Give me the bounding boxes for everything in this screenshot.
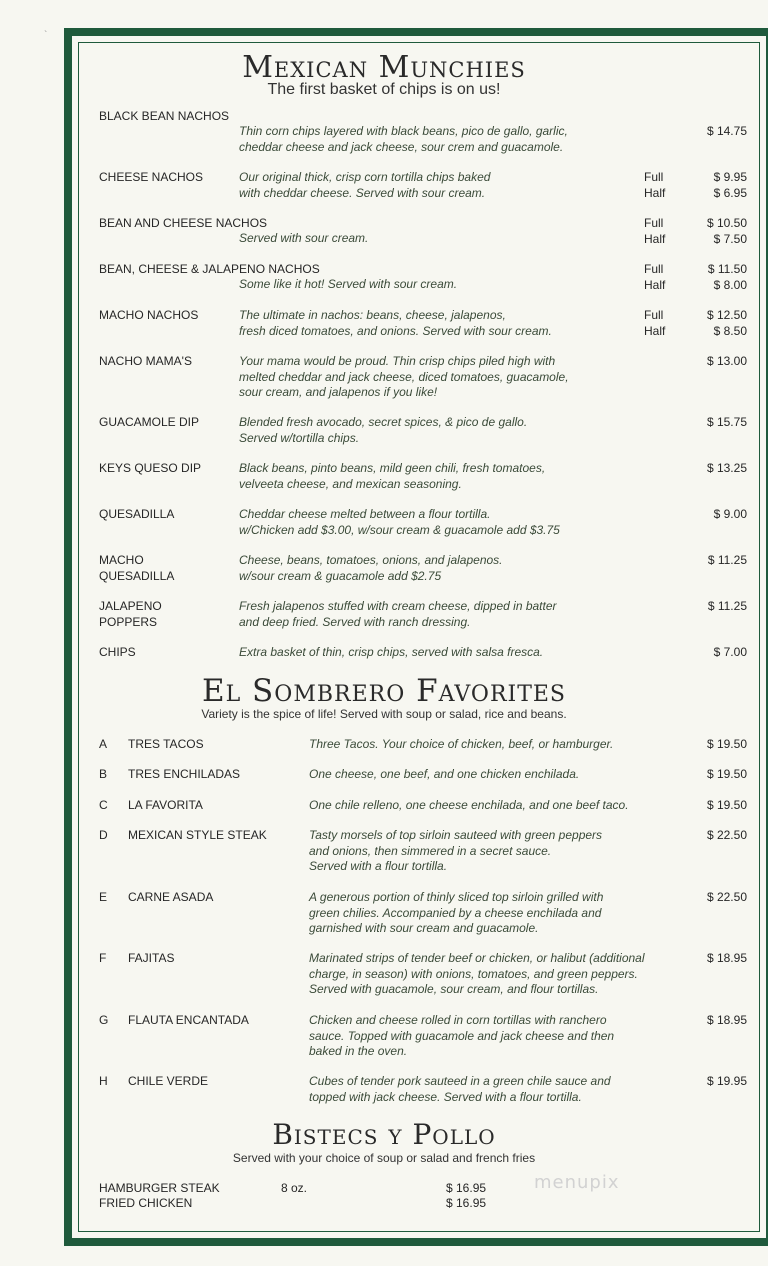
item-description: One cheese, one beef, and one chicken enchilada. [309, 767, 580, 781]
item-price-half: $ 8.50 [713, 324, 747, 338]
watermark-logo: menupix [534, 1172, 620, 1193]
item-name: FRIED CHICKEN [99, 1196, 193, 1210]
item-name: BEAN, CHEESE & JALAPENO NACHOS [99, 262, 320, 276]
portion-half: Half [644, 278, 666, 292]
item-name: CHEESE NACHOS [99, 170, 204, 184]
portion-full: Full [644, 216, 664, 230]
item-price: $ 7.00 [713, 645, 747, 659]
item-price-full: $ 9.95 [713, 170, 747, 184]
item-price-half: $ 6.95 [713, 186, 747, 200]
item-price: $ 18.95 [706, 1013, 747, 1027]
item-name: MEXICAN STYLE STEAK [128, 828, 267, 842]
item-name: MACHO QUESADILLA [99, 553, 175, 583]
item-name: FAJITAS [128, 951, 175, 965]
item-price: $ 16.95 [446, 1196, 487, 1210]
item-description: Cheese, beans, tomatoes, onions, and jalapenos. w/sour cream & guacamole add $2.75 [239, 553, 503, 583]
item-letter: G [99, 1013, 109, 1027]
item-name: CARNE ASADA [128, 890, 214, 904]
bistecs-title: Bistecs y Pollo [272, 1118, 496, 1151]
item-name: NACHO MAMA'S [99, 354, 192, 368]
item-name: FLAUTA ENCANTADA [128, 1013, 249, 1027]
item-price: $ 14.75 [706, 124, 747, 138]
item-letter: H [99, 1074, 108, 1088]
favorites-title: El Sombrero Favorites [201, 673, 567, 709]
portion-half: Half [644, 186, 666, 200]
item-name: CHIPS [99, 645, 136, 659]
item-price-full: $ 11.50 [707, 262, 747, 276]
portion-full: Full [644, 262, 664, 276]
portion-full: Full [644, 170, 664, 184]
item-description: One chile relleno, one cheese enchilada, and one beef taco. [309, 798, 629, 812]
item-description: Thin corn chips layered with black beans, pico de gallo, garlic, cheddar cheese and jack cheese, sour crem and guacamole. [239, 124, 568, 154]
portion-full: Full [644, 308, 664, 322]
item-name: BEAN AND CHEESE NACHOS [99, 216, 268, 230]
favorites-subtitle: Variety is the spice of life! Served with soup or salad, rice and beans. [201, 707, 567, 721]
item-price: $ 19.50 [706, 798, 747, 812]
corner-mark: ` [44, 30, 48, 41]
item-description: A generous portion of thinly sliced top sirloin grilled with green chilies. Accompanied by a cheese enchilada and garnished with sour cream and guacamole. [309, 890, 604, 935]
item-price: $ 9.00 [713, 507, 747, 521]
item-letter: D [99, 828, 108, 842]
item-description: Cubes of tender pork sauteed in a green chile sauce and topped with jack cheese. Served with a flour tortilla. [309, 1074, 611, 1104]
item-name: TRES ENCHILADAS [128, 767, 241, 781]
item-letter: F [99, 951, 107, 965]
item-price: $ 11.25 [707, 553, 747, 567]
item-price: $ 15.75 [706, 415, 747, 429]
item-description: Marinated strips of tender beef or chicken, or halibut (additional charge, in season) with onions, tomatoes, and green peppers. Served with guacamole, sour cream, and flour tortillas. [309, 951, 645, 996]
item-description: Cheddar cheese melted between a flour tortilla. w/Chicken add $3.00, w/sour cream & guacamole add $3.75 [239, 507, 560, 537]
item-name: LA FAVORITA [128, 798, 203, 812]
item-letter: A [99, 737, 108, 751]
item-price: $ 16.95 [446, 1181, 487, 1195]
item-price: $ 11.25 [707, 599, 747, 613]
item-description: Blended fresh avocado, secret spices, & pico de gallo. Served w/tortilla chips. [239, 415, 528, 445]
item-name: QUESADILLA [99, 507, 175, 521]
munchies-title: Mexican Munchies [242, 50, 526, 85]
item-size: 8 oz. [281, 1181, 308, 1195]
item-name: HAMBURGER STEAK [99, 1181, 220, 1195]
item-letter: C [99, 798, 108, 812]
portion-half: Half [644, 232, 666, 246]
item-name: JALAPENO POPPERS [99, 599, 162, 629]
item-price-half: $ 8.00 [713, 278, 747, 292]
item-description: Extra basket of thin, crisp chips, served with salsa fresca. [239, 645, 544, 659]
item-price: $ 13.00 [706, 354, 747, 368]
item-letter: B [99, 767, 108, 781]
item-price: $ 22.50 [706, 890, 747, 904]
item-price-full: $ 12.50 [706, 308, 747, 322]
item-price: $ 18.95 [706, 951, 747, 965]
item-description: Black beans, pinto beans, mild geen chili, fresh tomatoes, velveeta cheese, and mexican seasoning. [239, 461, 546, 491]
item-description: Tasty morsels of top sirloin sauteed with green peppers and onions, then simmered in a secret sauce. Served with a flour tortilla. [309, 828, 603, 873]
item-letter: E [99, 890, 108, 904]
item-price: $ 19.95 [706, 1074, 747, 1088]
item-description: Served with sour cream. [239, 231, 369, 245]
item-price: $ 22.50 [706, 828, 747, 842]
menu-border [64, 28, 768, 1246]
item-price-half: $ 7.50 [713, 232, 747, 246]
item-description: Three Tacos. Your choice of chicken, beef, or hamburger. [309, 737, 614, 751]
item-description: Chicken and cheese rolled in corn tortillas with ranchero sauce. Topped with guacamole and jack cheese and then baked in the oven. [309, 1013, 615, 1058]
item-name: KEYS QUESO DIP [99, 461, 202, 475]
item-price: $ 13.25 [706, 461, 747, 475]
item-name: GUACAMOLE DIP [99, 415, 200, 429]
item-description: Some like it hot! Served with sour cream. [239, 277, 458, 291]
item-name: CHILE VERDE [128, 1074, 209, 1088]
item-name: BLACK BEAN NACHOS [99, 109, 230, 123]
item-description: Fresh jalapenos stuffed with cream cheese, dipped in batter and deep fried. Served with ranch dressing. [239, 599, 557, 629]
item-description: Your mama would be proud. Thin crisp chips piled high with melted cheddar and jack cheese, diced tomatoes, guacamole, sour cream, and jalapenos if you like! [239, 354, 569, 399]
item-name: MACHO NACHOS [99, 308, 199, 322]
portion-half: Half [644, 324, 666, 338]
item-price-full: $ 10.50 [706, 216, 747, 230]
item-description: The ultimate in nachos: beans, cheese, jalapenos, fresh diced tomatoes, and onions. Served with sour cream. [239, 308, 552, 338]
munchies-subtitle: The first basket of chips is on us! [267, 81, 501, 98]
item-name: TRES TACOS [128, 737, 204, 751]
bistecs-subtitle: Served with your choice of soup or salad and french fries [232, 1151, 536, 1165]
item-price: $ 19.50 [706, 737, 747, 751]
item-price: $ 19.50 [706, 767, 747, 781]
item-description: Our original thick, crisp corn tortilla chips baked with cheddar cheese. Served with sour cream. [239, 170, 491, 200]
